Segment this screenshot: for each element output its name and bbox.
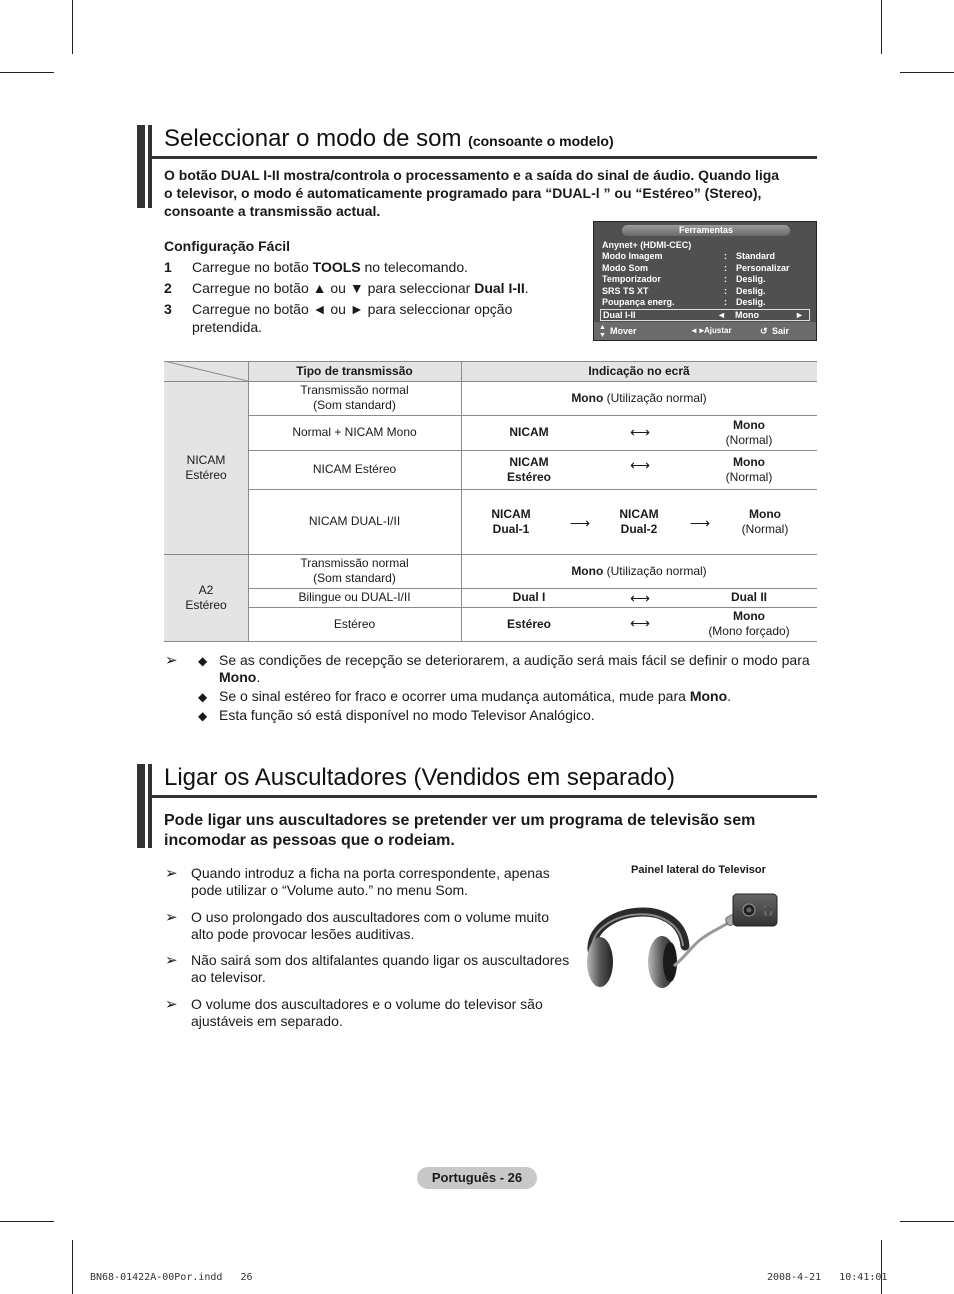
table-cell: Mono (Normal) [725,454,773,484]
section-marker [137,125,145,208]
note-text: Esta função só está disponível no modo Televisor Analógico. [219,707,595,723]
setup-heading: Configuração Fácil [164,238,291,254]
table-row: Estéreo [333,616,376,631]
date-imprint: 2008-4-21 10:41:01 [767,1272,888,1283]
section-marker [137,764,145,848]
table-cell: Dual I [512,590,546,604]
note-text: O uso prolongado dos auscultadores com o volume muito alto pode provocar lesões auditivas. [191,909,549,942]
header-corner-diagonal [164,361,248,381]
note-pen-icon: ➢ [165,952,178,969]
table-cell: NICAM Dual-2 [619,506,659,536]
bullet-icon: ◆ [198,709,208,723]
crop-mark [0,1221,54,1222]
bullet-icon: ◆ [198,654,208,668]
section-rule [150,795,817,798]
exit-label: Sair [772,326,790,336]
bullet-icon: ◆ [198,690,208,704]
note-text: Quando introduz a ficha na porta correspondente, apenas pode utilizar o “Volume auto.” no menu Som. [191,865,550,898]
move-label: Mover [610,326,637,336]
table-cell: NICAM [509,425,549,439]
table-row: Transmissão normal (Som standard) [300,383,409,412]
menu-item[interactable]: Modo Imagem : Standard [602,251,776,261]
table-cell: Mono (Utilização normal) [571,563,707,578]
note-text: Se o sinal estéreo for fraco e ocorrer uma mudança automática, mude para Mono. [219,688,732,704]
table-rule [164,641,817,642]
section-marker [148,125,152,208]
headphones-illustration [570,888,790,998]
arrow-right-icon[interactable]: ► [795,310,804,320]
return-icon: ↺ [760,326,768,336]
tools-menu [593,221,817,341]
column-header: Tipo de transmissão [296,363,413,378]
section-subtitle: (consoante o modelo) [468,133,614,149]
note-text: O volume dos auscultadores e o volume do televisor são ajustáveis em separado. [191,996,543,1029]
section-marker [148,764,152,848]
table-cell: Mono (Normal) [741,506,789,536]
both-arrow-icon: ⟷ [630,590,651,606]
file-imprint: BN68-01422A-00Por.indd 26 [90,1272,253,1283]
svg-text:🎧: 🎧 [762,906,775,917]
menu-item-selected[interactable]: Dual I-II ◄ Mono ► [600,309,810,321]
right-arrow-icon: ⟶ [570,515,591,531]
note-pen-icon: ➢ [165,865,178,882]
table-cell: Dual II [730,590,767,604]
section-intro: Pode ligar uns auscultadores se pretender ver um programa de televisão sem incomodar as pessoas que o rodeiam. [164,812,756,849]
section-rule [150,156,817,159]
menu-item[interactable]: Poupança energ. : Deslig. [602,297,766,307]
right-arrow-icon: ⟶ [690,515,711,531]
menu-title: Ferramentas [622,225,790,236]
group-label: NICAM Estéreo [185,452,227,482]
updown-icon: ▲ ▼ [599,324,606,339]
menu-item[interactable]: Anynet+ (HDMI-CEC) [602,240,692,250]
table-row: NICAM Estéreo [312,462,397,476]
crop-mark [0,72,54,73]
crop-mark [881,1240,882,1294]
leftright-icon: ◄► [690,326,706,335]
note-text: Se as condições de recepção se deteriorarem, a audição será mais fácil se definir o modo para Mono. [219,652,810,685]
crop-mark [900,1221,954,1222]
table-cell: Estéreo [506,616,552,631]
crop-mark [72,1240,73,1294]
section-title: Ligar os Auscultadores (Vendidos em separado) [164,764,675,791]
both-arrow-icon: ⟷ [630,457,651,473]
table-row: NICAM DUAL-I/II [308,514,401,528]
menu-item[interactable]: SRS TS XT : Deslig. [602,286,766,296]
column-header: Indicação no ecrã [588,363,690,378]
table-cell: Mono (Normal) [725,417,773,447]
table-row: Normal + NICAM Mono [292,425,417,439]
table-row: Transmissão normal (Som standard) [300,556,409,585]
both-arrow-icon: ⟷ [630,615,651,631]
note-pen-icon: ➢ [165,652,178,669]
both-arrow-icon: ⟷ [630,424,651,440]
crop-mark [881,0,882,54]
table-cell: Mono (Utilização normal) [571,390,707,405]
menu-item[interactable]: Modo Som : Personalizar [602,263,790,273]
table-row: Bilingue ou DUAL-I/II [298,590,411,604]
adjust-label: Ajustar [704,326,732,335]
figure-caption: Painel lateral do Televisor [631,864,766,876]
page-number: Português - 26 [417,1167,537,1189]
crop-mark [72,0,73,54]
section-intro: O botão DUAL I-II mostra/controla o processamento e a saída do sinal de áudio. Quando liga o televisor, o modo é automaticamente programado para “DUAL-l ” ou “Estéreo” (Stereo), consoante a transmissão actual. [164,167,780,219]
section-title: Seleccionar o modo de som (consoante o modelo) [164,125,614,152]
table-cell: Mono (Mono forçado) [708,609,790,638]
note-text: Não sairá som dos altifalantes quando ligar os auscultadores ao televisor. [191,952,570,985]
table-cell: NICAM Estéreo [506,454,552,484]
menu-footer [594,322,816,340]
arrow-left-icon[interactable]: ◄ [717,310,726,320]
group-label: A2 Estéreo [185,582,227,612]
menu-item[interactable]: Temporizador : Deslig. [602,274,766,284]
note-pen-icon: ➢ [165,996,178,1013]
note-pen-icon: ➢ [165,909,178,926]
crop-mark [900,72,954,73]
table-cell: NICAM Dual-1 [491,506,531,536]
